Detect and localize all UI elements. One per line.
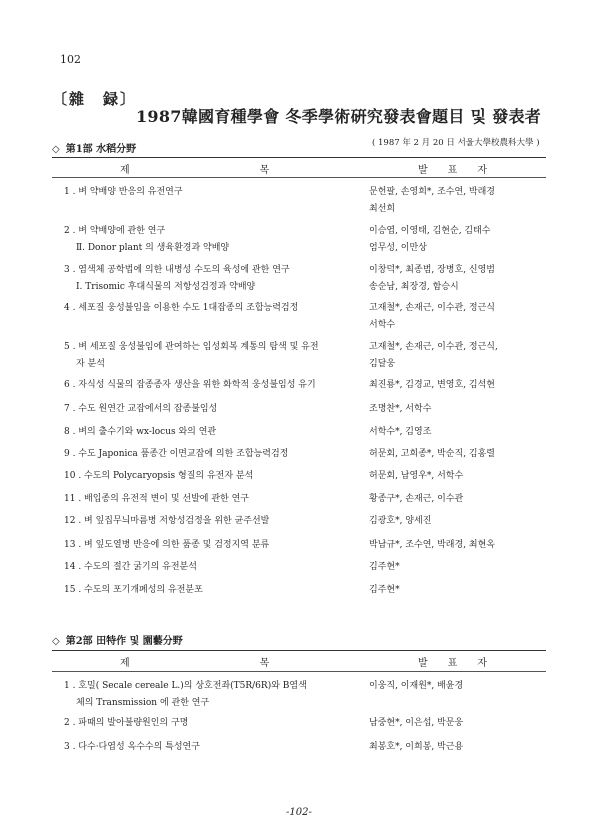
entry-title-line: 1 . 벼 약배양 반응의 유전연구 [64,187,183,197]
entry-title [64,300,364,317]
entry-authors [369,582,549,599]
entry-title-line: 4 . 세포질 웅성불임을 이용한 수도 1대잡종의 조합능력검정 [64,303,299,313]
part1-top-rule [52,157,546,158]
diamond-icon: ◇ [52,144,60,155]
entry-authors [369,223,549,257]
entry-author-line: 허문회, 고희종*, 박순직, 김홍렬 [369,449,495,459]
entry-author-line: 조명찬*, 서학수 [369,404,432,414]
part1-heading [52,140,136,155]
entry-author-line: 남중현*, 이은섭, 박문웅 [369,718,464,728]
entry-title [64,559,364,576]
entry-author-line: 서학수*, 김영조 [369,427,432,437]
entry-author-line: 이승엽, 이영태, 김현순, 김태수 [369,226,491,236]
part1-header-rule [52,177,546,178]
entry-author-line: 최선희 [369,204,396,214]
entry-author-line: 허문회, 남영우*, 서학수 [369,471,464,481]
entry-title-line: 자 분석 [76,359,105,369]
entry-author-line: 이창덕*, 최종범, 장병호, 신영범 [369,265,495,275]
entry-title [64,468,364,485]
part1-col-presenter: 발 표 자 [418,165,487,176]
entry-authors [369,559,549,576]
entry-authors [369,377,549,394]
entry-author-line: 엄무성, 이만상 [369,243,427,253]
part2-heading [52,632,183,647]
entry-author-line: 황종구*, 손재근, 이수관 [369,494,464,504]
entry-title-line: 체의 Transmission 에 관한 연구 [76,698,210,708]
section-tag: 〔雜 録〕 [52,90,138,108]
entry-title [64,715,364,732]
entry-title [64,537,364,554]
entry-author-line: 김광호*, 양세진 [369,516,432,526]
page-number: 102 [60,53,81,66]
entry-authors [369,339,549,373]
entry-title [64,377,364,394]
entry-title-line: 14 . 수도의 절간 굵기의 유전분석 [64,562,197,572]
entry-title-line: 1 . 호밀( Secale cereale L.)의 상호전좌(T5R/6R)와 B염색 [64,681,307,691]
entry-author-line: 문헌팔, 손영희*, 조수연, 박래경 [369,187,495,197]
entry-author-line: 최봉호*, 이희봉, 박근용 [369,742,464,752]
entry-title [64,491,364,508]
entry-title-line: 12 . 벼 잎집무늬마름병 저항성검정을 위한 균주선발 [64,516,270,526]
entry-title [64,223,364,257]
part2-header-rule [52,671,546,672]
entry-author-line: 이웅직, 이재원*, 배윤경 [369,681,464,691]
entry-authors [369,262,549,296]
entry-title-line: 6 . 자식성 식물의 잡종종자 생산을 위한 화학적 웅성불임성 유기 [64,380,316,390]
part1-col-title: 제 목 [120,165,270,176]
entry-title-line: 15 . 수도의 포기개폐성의 유전분포 [64,585,203,595]
footer-page-number: -102- [286,807,312,818]
entry-title [64,262,364,296]
entry-authors [369,739,549,756]
entry-title-line: 9 . 수도 Japonica 품종간 이면교잡에 의한 조합능력검정 [64,449,289,459]
entry-title [64,678,364,712]
entry-title [64,401,364,418]
entry-author-line: 고재철*, 손재근, 이수관, 정근식, [369,342,498,352]
entry-title [64,739,364,756]
entry-title-line: Ⅱ. Donor plant 의 생육환경과 약배양 [76,243,230,253]
entry-author-line: 김주현* [369,562,400,572]
entry-title [64,446,364,463]
entry-authors [369,184,549,218]
date-line: ( 1987 年 2 月 20 日 서울大學校農科大學 ) [372,138,540,148]
entry-title [64,424,364,441]
part2-top-rule [52,650,546,651]
entry-author-line: 최진룡*, 김경교, 변영호, 김석현 [369,380,495,390]
entry-authors [369,401,549,418]
entry-title-line: 8 . 벼의 출수기와 wx-locus 와의 연관 [64,427,217,437]
entry-authors [369,424,549,441]
part2-heading-text: 第2部 田特作 및 園藝分野 [65,636,183,647]
entry-title-line: Ⅰ. Trisomic 후대식물의 저항성검정과 약배양 [76,282,256,292]
entry-authors [369,300,549,334]
part2-col-presenter: 발 표 자 [418,658,487,669]
entry-title-line: 11 . 배입종의 유전적 변이 및 선발에 관한 연구 [64,494,249,504]
entry-title-line: 7 . 수도 원연간 교잡에서의 잡종불임성 [64,404,218,414]
entry-title-line: 3 . 다수·다엽성 옥수수의 특성연구 [64,742,200,752]
part1-heading-text: 第1部 水稻分野 [65,144,137,155]
entry-author-line: 박남규*, 조수연, 박래경, 최현옥 [369,540,495,550]
entry-author-line: 송순남, 최장경, 함승시 [369,282,459,292]
entry-authors [369,468,549,485]
entry-author-line: 김주현* [369,585,400,595]
entry-authors [369,678,549,695]
entry-authors [369,715,549,732]
entry-title-line: 3 . 염색체 공학법에 의한 내병성 수도의 육성에 관한 연구 [64,265,290,275]
entry-title [64,513,364,530]
entry-author-line: 서학수 [369,320,396,330]
entry-author-line: 김달웅 [369,359,396,369]
entry-title-line: 2 . 파때의 발아불량원인의 구명 [64,718,189,728]
part2-col-title: 제 목 [120,658,270,669]
entry-authors [369,446,549,463]
diamond-icon: ◇ [52,636,60,647]
entry-authors [369,513,549,530]
entry-title [64,184,364,201]
entry-title [64,582,364,599]
entry-title [64,339,364,373]
entry-title-line: 10 . 수도의 Polycaryopsis 형질의 유전자 분석 [64,471,254,481]
entry-author-line: 고재철*, 손재근, 이수관, 정근식 [369,303,495,313]
entry-title-line: 5 . 벼 세포질 웅성불임에 관여하는 임성회복 계통의 탐색 및 유전 [64,342,319,352]
main-title: 1987韓國育種學會 冬季學術硏究發表會題目 및 發表者 [136,107,542,126]
entry-title-line: 13 . 벼 잎도열병 반응에 의한 품종 및 검정지역 분류 [64,540,270,550]
entry-authors [369,537,549,554]
entry-title-line: 2 . 벼 약배양에 관한 연구 [64,226,166,236]
entry-authors [369,491,549,508]
